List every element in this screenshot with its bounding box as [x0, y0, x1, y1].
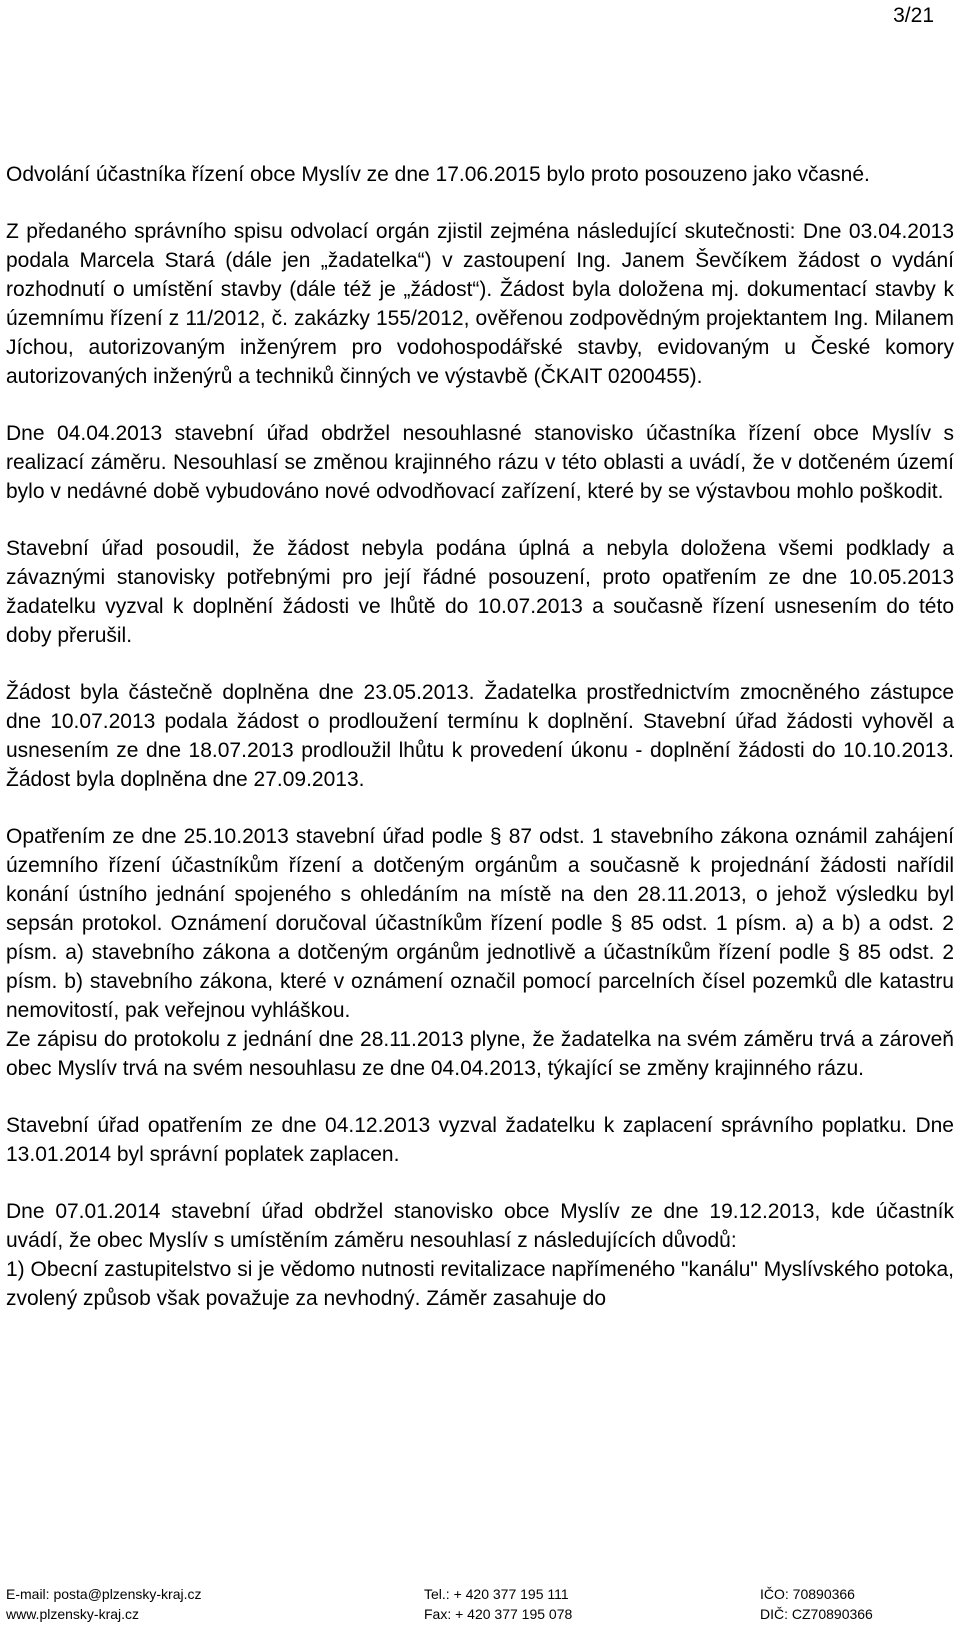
- paragraph-partial-completion: Žádost byla částečně doplněna dne 23.05.2013. Žadatelka prostřednictvím zmocněného zástupce dne 10.07.2013 podala žádost o prodloužení termínu k doplnění. Stavební úřad žádosti vyhověl a usnesením ze dne 18.07.2013 prodloužil lhůtu k provedení úkonu - doplnění žádosti do 10.10.2013. Žádost byla doplněna dne 27.09.2013.: [6, 681, 954, 791]
- paragraph-disagreement: Dne 04.04.2013 stavební úřad obdržel nesouhlasné stanovisko účastníka řízení obce Myslív s realizací záměru. Nesouhlasí se změnou krajinného rázu v této oblasti a uvádí, že v dotčeném území bylo v nedávné době vybudováno nové odvodňovací zařízení, které by se výstavbou mohlo poškodit.: [6, 422, 954, 503]
- paragraph-proceeding-notice: Opatřením ze dne 25.10.2013 stavební úřad podle § 87 odst. 1 stavebního zákona oznámil zahájení územního řízení účastníkům řízení a dotčeným orgánům a současně k projednání žádosti nařídil konání ústního jednání spojeného s ohledáním na místě na den 28.11.2013, o jehož výsledku byl sepsán protokol. Oznámení doručoval účastníkům řízení podle § 85 odst. 1 písm. a) a b) a odst. 2 písm. a) stavebního zákona a dotčeným orgánům jednotlivě a účastníkům řízení podle § 85 odst. 2 písm. b) stavebního zákona, které v oznámení označil pomocí parcelních čísel pozemků dle katastru nemovitostí, pak veřejnou vyhláškou.: [6, 825, 954, 1022]
- paragraph-incomplete-application: Stavební úřad posoudil, že žádost nebyla podána úplná a nebyla doložena všemi podklady a závaznými stanovisky potřebnými pro její řádné posouzení, proto opatřením ze dne 10.05.2013 žadatelku vyzval k doplnění žádosti ve lhůtě do 10.07.2013 a současně řízení usnesením do této doby přerušil.: [6, 537, 954, 647]
- paragraph-protocol: Ze zápisu do protokolu z jednání dne 28.11.2013 plyne, že žadatelka na svém záměru trvá a zároveň obec Myslív trvá na svém nesouhlasu ze dne 04.04.2013, týkající se změny krajinného rázu.: [6, 1028, 954, 1080]
- footer-phone-column: [424, 1584, 572, 1624]
- paragraph-reason-1: 1) Obecní zastupitelstvo si je vědomo nutnosti revitalizace napřímeného "kanálu" Myslívského potoka, zvolený způsob však považuje za nevhodný. Záměr zasahuje do: [6, 1258, 954, 1310]
- paragraph-findings: Z předaného správního spisu odvolací orgán zjistil zejména následující skutečnosti: Dne 03.04.2013 podala Marcela Stará (dále jen „žadatelka“) v zastoupení Ing. Janem Ševčíkem žádost o vydání rozhodnutí o umístění stavby (dále též je „žádost“). Žádost byla doložena mj. dokumentací stavby k územnímu řízení z 11/2012, č. zakázky 155/2012, ověřenou zodpovědným projektantem Ing. Milanem Jíchou, autorizovaným inženýrem pro vodohospodářské stavby, evidovaným u České komory autorizovaných inženýrů a techniků činných ve výstavbě (ČKAIT 0200455).: [6, 220, 954, 388]
- footer-fax: Fax: + 420 377 195 078: [424, 1606, 573, 1622]
- footer-web: www.plzensky-kraj.cz: [6, 1606, 140, 1622]
- footer-contact-column: [6, 1584, 202, 1624]
- footer-ico: IČO: 70890366: [760, 1586, 855, 1602]
- paragraph-municipality-statement: Dne 07.01.2014 stavební úřad obdržel stanovisko obce Myslív ze dne 19.12.2013, kde účastník uvádí, že obec Myslív s umístěním záměru nesouhlasí z následujících důvodů:: [6, 1200, 954, 1252]
- paragraph-appeal-timely: Odvolání účastníka řízení obce Myslív ze dne 17.06.2015 bylo proto posouzeno jako včasné.: [6, 163, 870, 186]
- footer-tel: Tel.: + 420 377 195 111: [424, 1586, 569, 1602]
- paragraph-fee: Stavební úřad opatřením ze dne 04.12.2013 vyzval žadatelku k zaplacení správního poplatku. Dne 13.01.2014 byl správní poplatek zaplacen.: [6, 1114, 954, 1166]
- footer-id-column: [760, 1584, 873, 1624]
- footer-dic: DIČ: CZ70890366: [760, 1606, 873, 1622]
- document-body: [6, 160, 954, 1313]
- page-number: 3/21: [893, 4, 934, 27]
- footer-email: E-mail: posta@plzensky-kraj.cz: [6, 1586, 202, 1602]
